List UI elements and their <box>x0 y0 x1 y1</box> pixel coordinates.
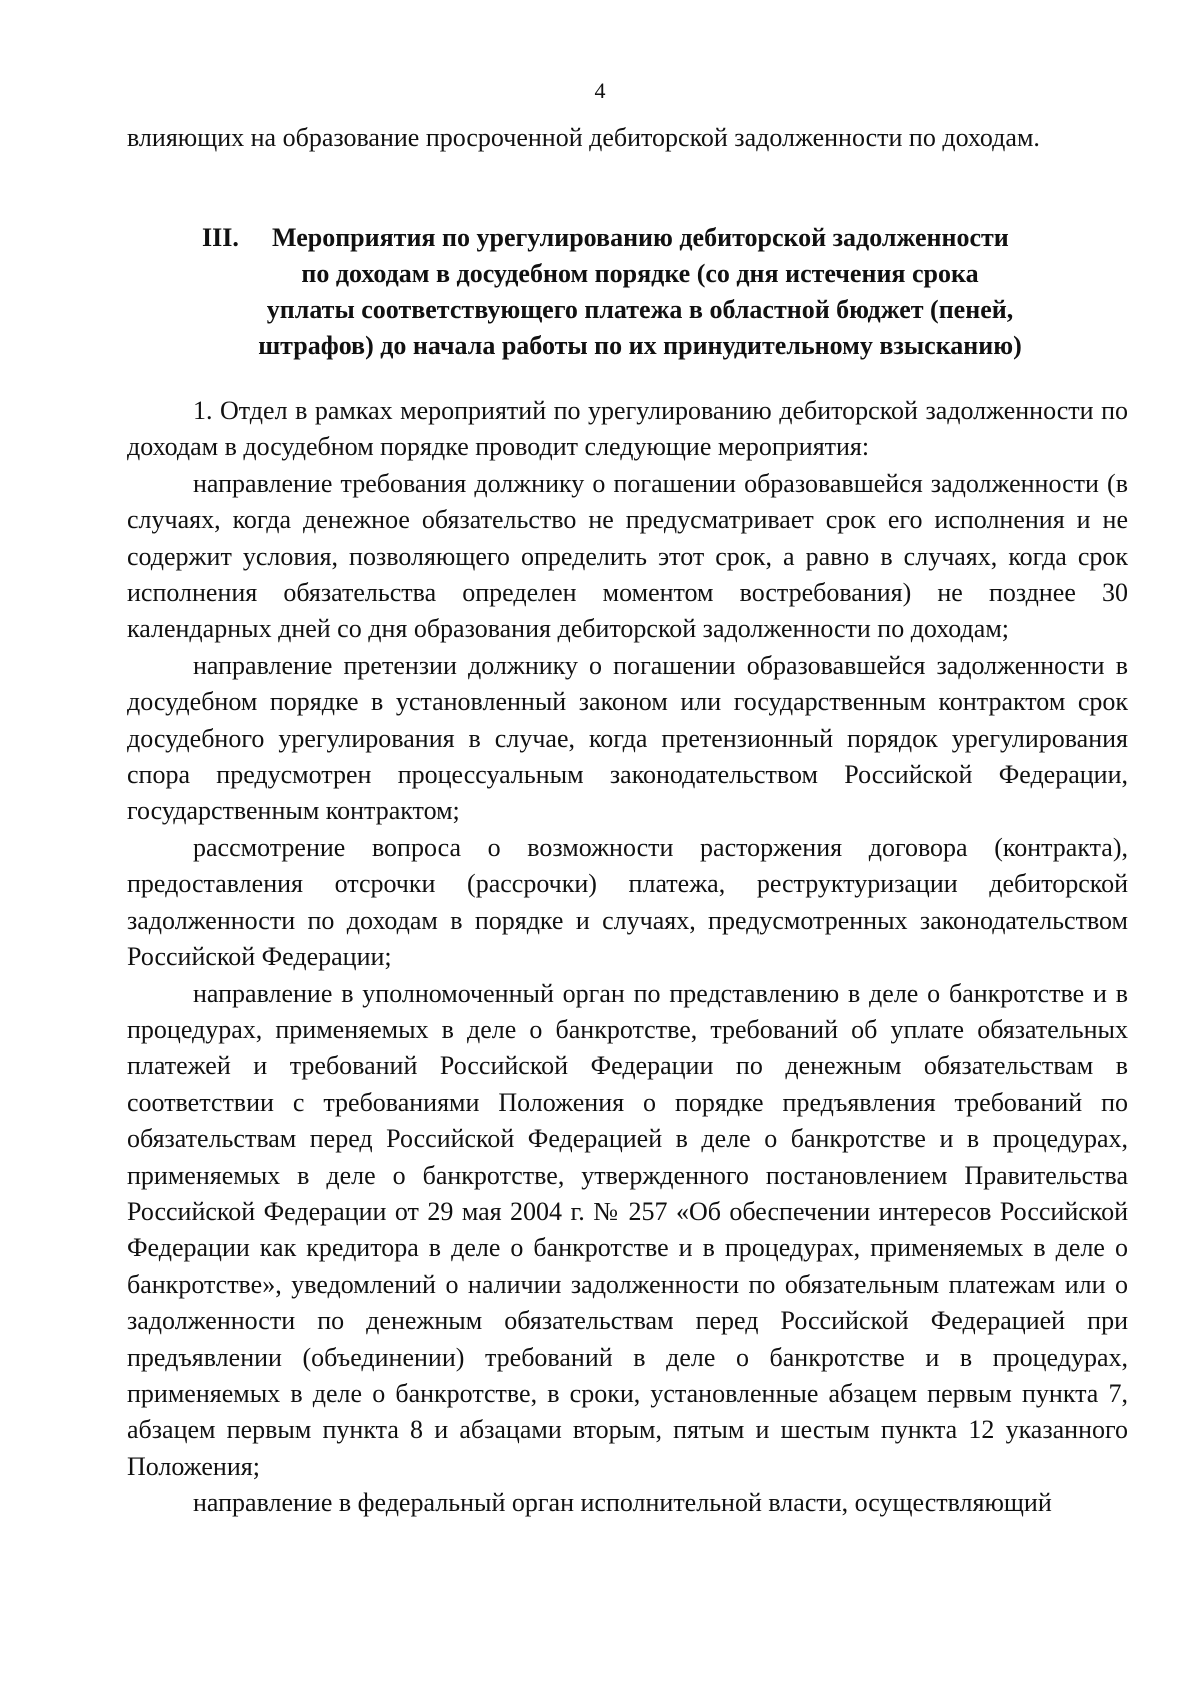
document-body <box>127 393 1128 1522</box>
paragraph-bankruptcy: направление в уполномоченный орган по представлению в деле о банкротстве и в процедурах, применяемых в деле о банкротстве, требований об уплате обязательных платежей и требований Российской Федерации по денежным обязательствам в соответствии с требованиями Положения о порядке предъявления требований по обязательствам перед Российской Федерацией в деле о банкротстве и в процедурах, применяемых в деле о банкротстве, утвержденного постановлением Правительства Российской Федерации от 29 мая 2004 г. № 257 «Об обеспечении интересов Российской Федерации как кредитора в деле о банкротстве и в процедурах, применяемых в деле о банкротстве», уведомлений о наличии задолженности по обязательным платежам или о задолженности по денежным обязательствам перед Российской Федерацией при предъявлении (объединении) требований в деле о банкротстве и в процедурах, применяемых в деле о банкротстве, в сроки, установленные абзацем первым пункта 7, абзацем первым пункта 8 и абзацами вторым, пятым и шестым пункта 12 указанного Положения; <box>127 978 1128 1481</box>
paragraph-termination: рассмотрение вопроса о возможности расторжения договора (контракта), предоставления отсрочки (рассрочки) платежа, реструктуризации дебиторской задолженности по доходам в порядке и случаях, предусмотренных законодательством Российской Федерации; <box>127 832 1128 972</box>
paragraph-demand: направление требования должнику о погашении образовавшейся задолженности (в случаях, когда денежное обязательство не предусматривает срок его исполнения и не содержит условия, позволяющего определить этот срок, а равно в случаях, когда срок исполнения обязательства определен моментом востребования) не позднее 30 календарных дней со дня образования дебиторской задолженности по доходам; <box>127 468 1128 644</box>
section-title-line: по доходам в досудебном порядке (со дня истечения срока <box>301 259 979 288</box>
section-numeral: III. <box>202 223 239 252</box>
section-title-line: Мероприятия по урегулированию дебиторской задолженности <box>272 223 1009 252</box>
section-title-line: штрафов) до начала работы по их принудительному взысканию) <box>258 331 1022 360</box>
paragraph-item-1: 1. Отдел в рамках мероприятий по урегулированию дебиторской задолженности по доходам в досудебном порядке проводит следующие мероприятия: <box>127 396 1128 462</box>
paragraph-claim: направление претензии должнику о погашении образовавшейся задолженности в досудебном порядке в установленный законом или государственным контрактом срок досудебного урегулирования в случае, когда претензионный порядок урегулирования спора предусмотрен процессуальным законодательством Российской Федерации, государственным контрактом; <box>127 650 1128 826</box>
section-heading-line-1 <box>190 220 1090 256</box>
page-number: 4 <box>594 78 606 103</box>
section-title-line: уплаты соответствующего платежа в областной бюджет (пеней, <box>266 295 1014 324</box>
paragraph-federal-body: направление в федеральный орган исполнительной власти, осуществляющий <box>193 1488 1052 1518</box>
section-heading <box>190 220 1090 364</box>
continuation-line: влияющих на образование просроченной дебиторской задолженности по доходам. <box>127 123 1040 152</box>
